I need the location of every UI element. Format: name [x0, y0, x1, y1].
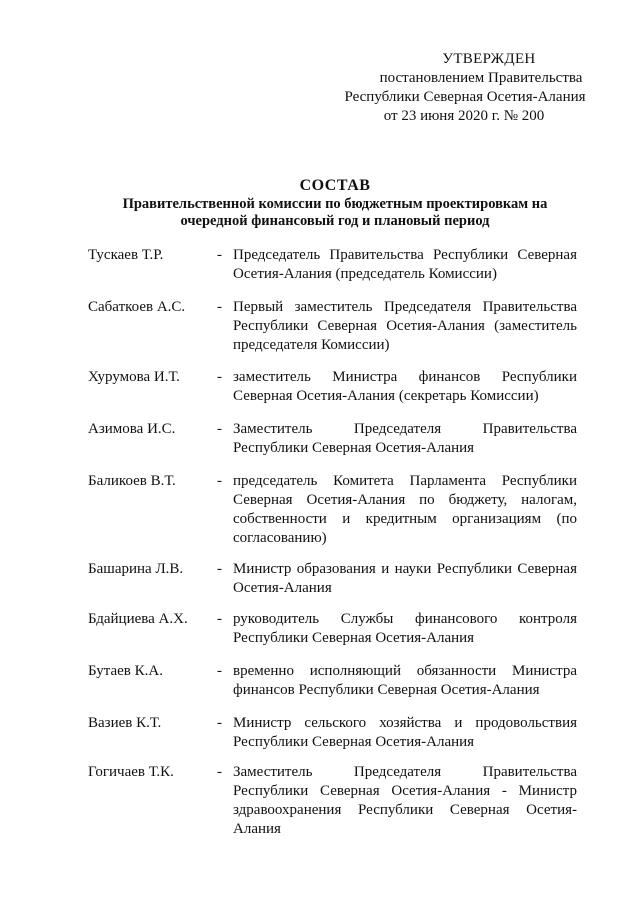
member-position: заместитель Министра финансов Республики Северная Осетия-Алания (секретарь Комиссии)	[233, 369, 577, 404]
member-dash: -	[217, 561, 222, 577]
member-position: Министр сельского хозяйства и продовольствия Республики Северная Осетия-Алания	[233, 715, 577, 750]
approved-label: УТВЕРЖДЕН	[442, 51, 536, 67]
member-name: Сабаткоев А.С.	[88, 299, 186, 315]
member-dash: -	[217, 299, 222, 315]
title-main: СОСТАВ	[299, 177, 371, 194]
member-name: Хурумова И.Т.	[88, 369, 180, 385]
member-position: руководитель Службы финансового контроля Республики Северная Осетия-Алания	[233, 611, 577, 646]
member-name: Тускаев Т.Р.	[88, 247, 164, 263]
member-position: Первый заместитель Председателя Правительства Республики Северная Осетия-Алания (заместитель председателя Комиссии)	[233, 299, 577, 353]
member-position: Министр образования и науки Республики Северная Осетия-Алания	[233, 561, 577, 596]
approval-line-1: постановлением Правительства	[379, 70, 583, 86]
member-name: Баликоев В.Т.	[88, 473, 176, 489]
member-dash: -	[217, 247, 222, 263]
member-position: временно исполняющий обязанности Министра финансов Республики Северная Осетия-Алания	[233, 663, 577, 698]
approval-block	[300, 50, 620, 126]
member-name: Бдайциева А.Х.	[88, 611, 188, 627]
member-name: Гогичаев Т.К.	[88, 764, 174, 780]
member-dash: -	[217, 715, 222, 731]
member-position: Заместитель Председателя Правительства Республики Северная Осетия-Алания - Министр здравоохранения Республики Северная Осетия-Алания	[233, 764, 577, 837]
member-name: Бутаев К.А.	[88, 663, 163, 679]
member-name: Вазиев К.Т.	[88, 715, 162, 731]
member-dash: -	[217, 764, 222, 780]
title-subtitle-line-1: Правительственной комиссии по бюджетным проектировкам на	[122, 196, 548, 212]
member-dash: -	[217, 421, 222, 437]
approval-line-3: от 23 июня 2020 г. № 200	[383, 108, 545, 124]
title-subtitle-line-2: очередной финансовый год и плановый период	[180, 213, 490, 229]
member-position: председатель Комитета Парламента Республики Северная Осетия-Алания по бюджету, налогам, собственности и кредитным организациям (по согласованию)	[233, 473, 577, 546]
member-name: Азимова И.С.	[88, 421, 176, 437]
member-dash: -	[217, 663, 222, 679]
member-name: Башарина Л.В.	[88, 561, 184, 577]
member-position: Заместитель Председателя Правительства Республики Северная Осетия-Алания	[233, 421, 577, 456]
member-dash: -	[217, 473, 222, 489]
member-position: Председатель Правительства Республики Северная Осетия-Алания (председатель Комиссии)	[233, 247, 577, 282]
approval-line-2: Республики Северная Осетия-Алания	[344, 89, 586, 105]
member-dash: -	[217, 611, 222, 627]
document-title	[80, 176, 590, 230]
member-dash: -	[217, 369, 222, 385]
